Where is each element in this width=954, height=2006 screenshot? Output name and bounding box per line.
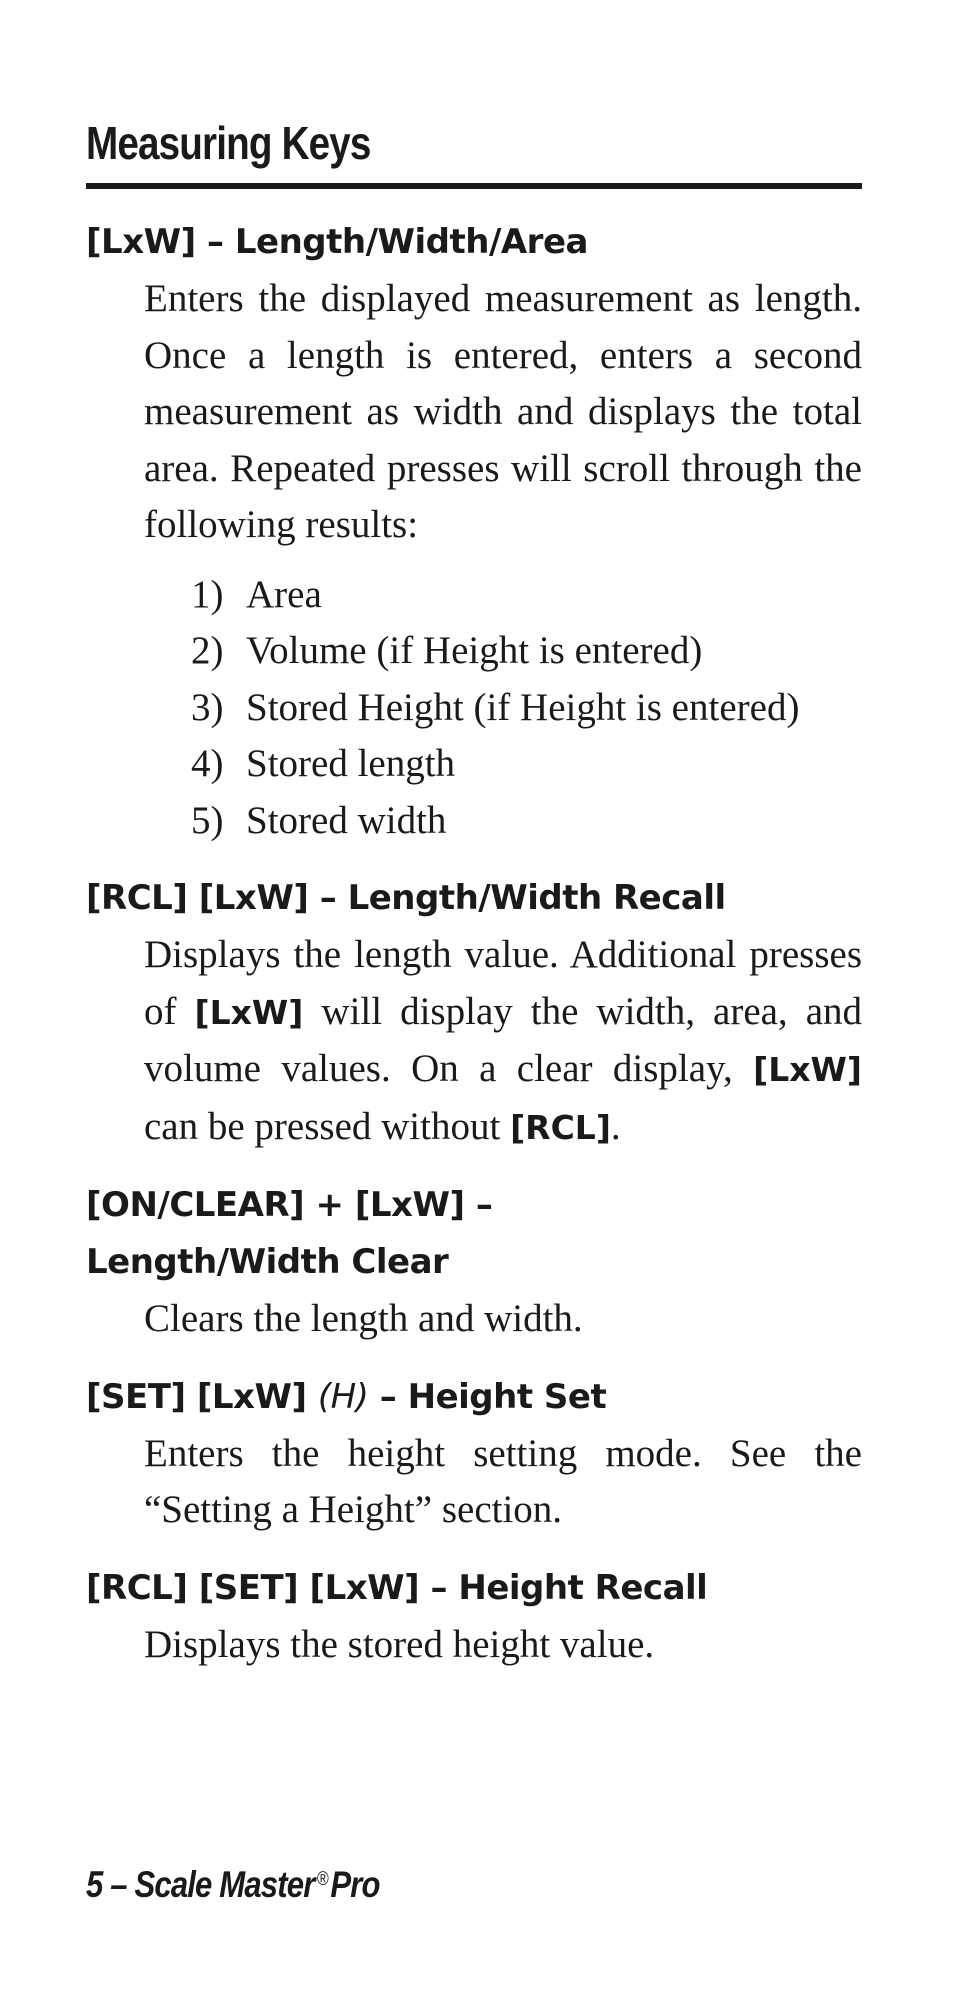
entry-heading: [LxW] – Length/Width/Area xyxy=(86,222,588,262)
page-footer xyxy=(86,1864,380,1906)
list-item xyxy=(191,567,862,624)
description-text: . xyxy=(610,1104,621,1148)
heading-keys: [SET] [LxW] xyxy=(86,1376,307,1417)
heading-italic-label: (H) xyxy=(317,1376,369,1417)
list-item xyxy=(191,623,862,680)
entry-length-width-area xyxy=(86,214,862,849)
key-reference: [LxW] xyxy=(753,1050,863,1089)
list-item-number: 4) xyxy=(191,742,224,785)
entry-heading: [RCL] [LxW] – Length/Width Recall xyxy=(86,878,726,918)
entry-length-width-clear xyxy=(86,1177,862,1348)
entry-description: Enters the displayed measurement as length. Once a length is entered, enters a second measurement as width and displays the total area. Repeated presses will scroll through the following results: xyxy=(144,277,862,546)
list-item-text: Stored length xyxy=(246,742,456,785)
entry-description: Clears the length and width. xyxy=(144,1297,583,1340)
heading-line: [ON/CLEAR] + [LxW] – xyxy=(86,1185,493,1225)
list-item-text: Volume (if Height is entered) xyxy=(246,629,703,672)
section-title: Measuring Keys xyxy=(86,117,371,169)
entry-height-recall xyxy=(86,1560,862,1674)
key-reference: [LxW] xyxy=(194,992,304,1032)
list-item-number: 1) xyxy=(191,572,224,616)
list-item-number: 5) xyxy=(191,798,224,842)
entry-description: Displays the stored height value. xyxy=(144,1622,655,1666)
list-item-text: Area xyxy=(246,572,322,616)
entry-description: Enters the height setting mode. See the “Setting a Height” section. xyxy=(144,1431,862,1531)
description-text: Displays the length value. Additional presses of xyxy=(144,933,862,1033)
heading-line: Length/Width Clear xyxy=(86,1242,449,1282)
entry-description xyxy=(144,927,862,1156)
list-item-text: Stored width xyxy=(246,798,447,842)
description-text: can be pressed without xyxy=(144,1104,501,1148)
list-item-number: 2) xyxy=(191,629,224,672)
entry-heading: [RCL] [SET] [LxW] – Height Recall xyxy=(86,1567,708,1608)
heading-title: – Height Set xyxy=(379,1376,607,1417)
entry-length-width-recall xyxy=(86,870,862,1156)
list-item-number: 3) xyxy=(191,685,224,729)
footer-page-label: 5 – Scale Master xyxy=(86,1864,315,1905)
key-descriptions xyxy=(86,214,862,1694)
list-item xyxy=(191,736,862,793)
list-item xyxy=(191,680,862,737)
list-item-text: Stored Height (if Height is entered) xyxy=(246,685,800,729)
description-text: will display the width, area, and volume values. On a clear display, xyxy=(144,989,863,1090)
key-reference: [RCL] xyxy=(510,1107,611,1147)
entry-heading xyxy=(86,1177,862,1291)
registered-mark: ® xyxy=(316,1869,328,1890)
result-list xyxy=(191,567,862,850)
footer-product-suffix: Pro xyxy=(330,1864,380,1905)
list-item xyxy=(191,793,862,850)
manual-page xyxy=(86,0,862,2006)
entry-heading xyxy=(86,1369,862,1426)
entry-height-set xyxy=(86,1369,862,1539)
title-underline xyxy=(86,183,862,189)
